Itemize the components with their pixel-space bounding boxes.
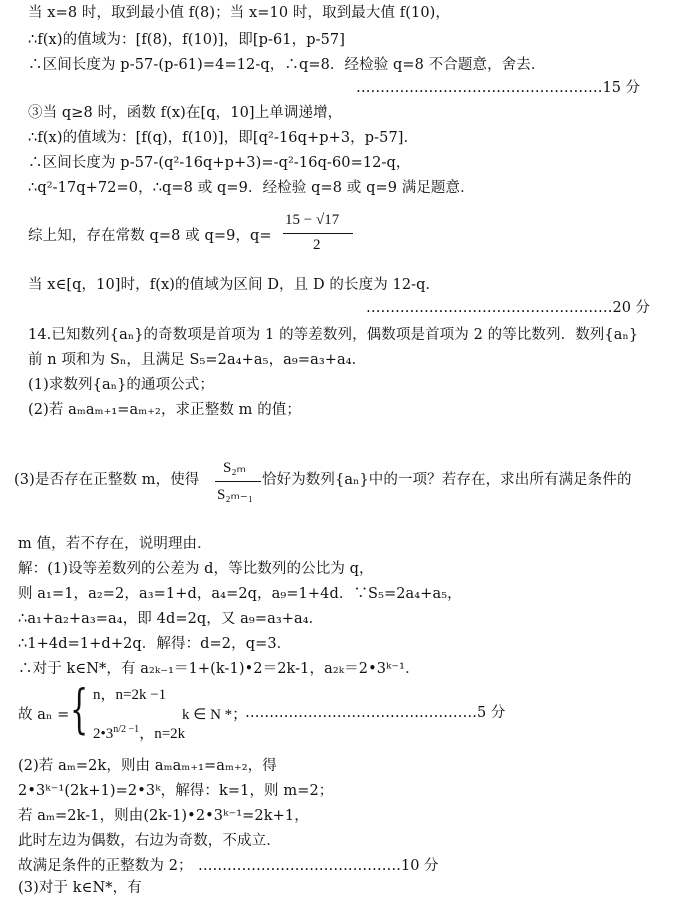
fraction-bar [283, 233, 353, 234]
piecewise-base: 2•3 [93, 726, 114, 742]
text-line: 当 x=8 时，取到最小值 f(8)；当 x=10 时，取到最大值 f(10)， [28, 5, 451, 21]
text-line: ∴f(x)的值域为：[f(q)，f(10)]，即[q²-16q+p+3，p-57]． [28, 130, 419, 146]
text-line: 故满足条件的正整数为 2； [18, 858, 193, 874]
fraction-bar [215, 481, 261, 482]
score-marker: …………………………………………5 分 [245, 705, 506, 721]
text-line: ∴q²-17q+72=0，∴q=8 或 q=9．经检验 q=8 或 q=9 满足题意． [28, 180, 475, 196]
text-line: ∴a₁+a₂+a₃=a₄，即 4d=2q，又 a₉=a₃+a₄． [18, 611, 324, 627]
text-line: 前 n 项和为 Sₙ，且满足 S₅=2a₄+a₅，a₉=a₃+a₄． [28, 352, 367, 368]
text-line: (3)是否存在正整数 m，使得 [14, 472, 200, 488]
text-line: 此时左边为偶数，右边为奇数，不成立． [18, 833, 281, 849]
text-line: (1)求数列{aₙ}的通项公式； [28, 377, 215, 393]
text-line: ∴区间长度为 p-57-(p-61)=4=12-q，∴q=8．经检验 q=8 不合题意，舍去． [28, 57, 546, 73]
text-line: 故 aₙ = [18, 707, 70, 723]
fraction-numerator: 15 − √17 [285, 212, 340, 228]
text-line: (2)若 aₘaₘ₊₁=aₘ₊₂，求正整数 m 的值； [28, 402, 302, 418]
fraction-s [215, 458, 261, 506]
text-line: 若 aₘ=2k-1，则由(2k-1)•2•3ᵏ⁻¹=2k+1， [18, 808, 309, 824]
text-line: (2)若 aₘ=2k，则由 aₘaₘ₊₁=aₘ₊₂，得 [18, 758, 277, 774]
fraction-denominator: 2 [313, 237, 321, 253]
text-line: 恰好为数列{aₙ}中的一项？若存在，求出所有满足条件的 [262, 472, 632, 488]
text-line: 综上知，存在常数 q=8 或 q=9，q= [28, 228, 272, 244]
piecewise-domain: k ∈ N *； [182, 707, 248, 723]
text-line: ∴f(x)的值域为：[f(8)，f(10)]，即[p-61，p-57] [28, 32, 346, 48]
text-line: 解：(1)设等差数列的公差为 d，等比数列的公比为 q， [18, 561, 374, 577]
score-marker: ……………………………………10 分 [198, 858, 439, 874]
score-marker: ……………………………………………20 分 [366, 300, 651, 316]
text-line: 当 x∈[q，10]时，f(x)的值域为区间 D，且 D 的长度为 12-q． [28, 277, 441, 293]
piecewise-case-2 [93, 722, 185, 743]
fraction-denominator: S₂ₘ₋₁ [217, 487, 254, 503]
text-line: ∴区间长度为 p-57-(q²-16q+p+3)=-q²-16q-60=12-q， [28, 155, 411, 171]
text-line: ∴对于 k∈N*，有 a₂ₖ₋₁＝1+(k-1)•2＝2k-1，a₂ₖ＝2•3ᵏ⁻¹． [18, 661, 420, 677]
fraction-q [283, 212, 355, 260]
text-line: ③当 q≥8 时，函数 f(x)在[q，10]上单调递增， [28, 105, 343, 121]
text-line: ∴1+4d=1+d+2q．解得：d=2，q=3． [18, 636, 292, 652]
piecewise-brace: { [70, 680, 89, 740]
piecewise-case-1: n，n=2k −1 [93, 687, 167, 703]
text-line: (3)对于 k∈N*，有 [18, 880, 142, 896]
text-line: 则 a₁=1，a₂=2，a₃=1+d，a₄=2q，a₉=1+4d．∵S₅=2a₄+a₅， [18, 586, 462, 602]
fraction-numerator: S₂ₘ [223, 460, 246, 476]
text-line: 2•3ᵏ⁻¹(2k+1)=2•3ᵏ，解得：k=1，则 m=2； [18, 783, 334, 799]
text-line: m 值，若不存在，说明理由． [18, 536, 212, 552]
piecewise-condition: ，n=2k [139, 726, 186, 742]
score-marker: ……………………………………………15 分 [356, 80, 641, 96]
piecewise-exponent: n/2 −1 [113, 724, 140, 735]
text-line: 14.已知数列{aₙ}的奇数项是首项为 1 的等差数列，偶数项是首项为 2 的等比数列．数列{aₙ} [28, 327, 639, 343]
